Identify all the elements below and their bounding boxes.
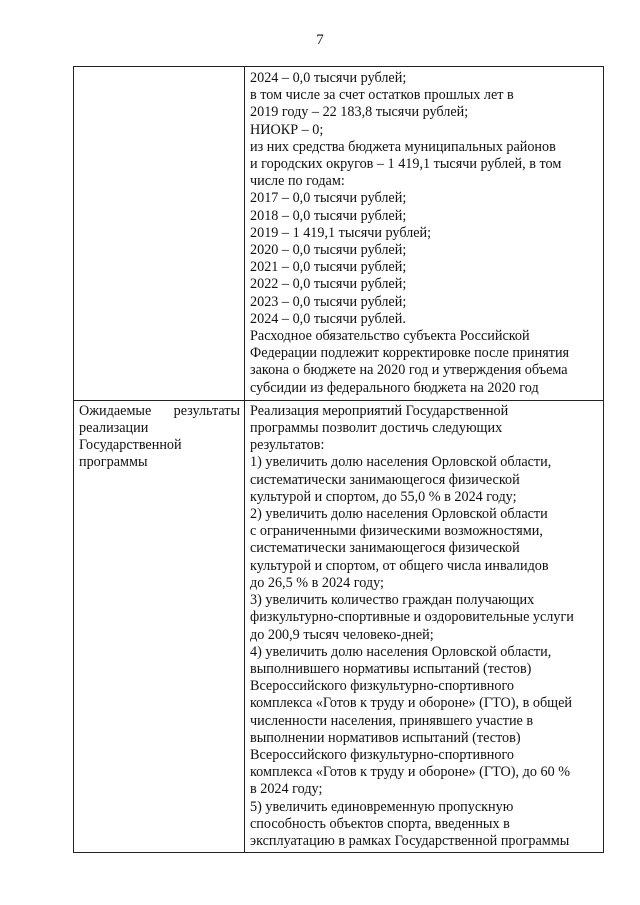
financing-line: 2024 – 0,0 тысячи рублей. xyxy=(250,310,406,327)
financing-details-cell xyxy=(245,67,604,401)
row-label-empty xyxy=(74,67,245,401)
table-row-financing-continuation xyxy=(74,67,604,401)
results-line: 3) увеличить количество граждан получающих xyxy=(250,592,535,609)
table-row-expected-results xyxy=(74,400,604,852)
results-line: выполнившего нормативы испытаний (тестов) xyxy=(250,660,532,677)
results-line: Всероссийского физкультурно-спортивного xyxy=(250,678,515,695)
results-line: культурой и спортом, от общего числа инвалидов xyxy=(250,557,549,574)
results-line: до 26,5 % в 2024 году; xyxy=(250,574,384,591)
financing-line: НИОКР – 0; xyxy=(250,121,324,138)
expected-results-cell xyxy=(245,400,604,852)
financing-line: 2020 – 0,0 тысячи рублей; xyxy=(250,242,407,259)
financing-line: 2017 – 0,0 тысячи рублей; xyxy=(250,190,407,207)
results-line: Реализация мероприятий Государственной xyxy=(250,402,509,419)
results-line: численности населения, принявшего участие в xyxy=(250,712,534,729)
program-passport-table xyxy=(73,66,604,853)
financing-line: закона о бюджете на 2020 год и утверждения объема xyxy=(250,362,568,379)
results-line: 5) увеличить единовременную пропускную xyxy=(250,798,514,815)
financing-line: в том числе за счет остатков прошлых лет в xyxy=(250,87,514,104)
results-line: комплекса «Готов к труду и обороне» (ГТО), до 60 % xyxy=(250,764,571,781)
results-line: результатов: xyxy=(250,437,325,454)
results-line: эксплуатацию в рамках Государственной программы xyxy=(250,832,570,849)
results-line: систематически занимающегося физической xyxy=(250,540,520,557)
results-line: в 2024 году; xyxy=(250,781,323,798)
results-line: культурой и спортом, до 55,0 % в 2024 году; xyxy=(250,488,517,505)
financing-line: и городских округов – 1 419,1 тысячи рублей, в том xyxy=(250,156,562,173)
results-line: систематически занимающегося физической xyxy=(250,471,520,488)
financing-line: 2022 – 0,0 тысячи рублей; xyxy=(250,276,407,293)
financing-line: субсидии из федерального бюджета на 2020 год xyxy=(250,379,539,396)
results-line: до 200,9 тысяч человеко-дней; xyxy=(250,626,434,643)
financing-line: 2021 – 0,0 тысячи рублей; xyxy=(250,259,407,276)
results-line: с ограниченными физическими возможностями, xyxy=(250,523,543,540)
results-line: 2) увеличить долю населения Орловской области xyxy=(250,506,548,523)
results-line: выполнении нормативов испытаний (тестов) xyxy=(250,729,521,746)
results-line: Всероссийского физкультурно-спортивного xyxy=(250,746,515,763)
financing-line: Расходное обязательство субъекта Российской xyxy=(250,328,530,345)
financing-line: 2018 – 0,0 тысячи рублей; xyxy=(250,207,407,224)
results-line: 1) увеличить долю населения Орловской области, xyxy=(250,454,552,471)
financing-line: Федерации подлежит корректировке после принятия xyxy=(250,345,570,362)
row-label-expected-results: Ожидаемые результаты реализации Государственной программы xyxy=(74,400,245,852)
financing-line: 2019 – 1 419,1 тысячи рублей; xyxy=(250,224,432,241)
results-line: 4) увеличить долю населения Орловской области, xyxy=(250,643,552,660)
financing-line: 2024 – 0,0 тысячи рублей; xyxy=(250,70,407,86)
financing-line: 2023 – 0,0 тысячи рублей; xyxy=(250,293,407,310)
results-line: комплекса «Готов к труду и обороне» (ГТО), в общей xyxy=(250,695,572,712)
page-number: 7 xyxy=(316,32,324,48)
financing-line: числе по годам: xyxy=(250,173,345,190)
results-line: программы позволит достичь следующих xyxy=(250,420,503,437)
financing-line: из них средства бюджета муниципальных районов xyxy=(250,138,556,155)
results-line: способность объектов спорта, введенных в xyxy=(250,815,510,832)
financing-line: 2019 году – 22 183,8 тысячи рублей; xyxy=(250,104,469,121)
results-line: физкультурно-спортивные и оздоровительные услуги xyxy=(250,609,574,626)
